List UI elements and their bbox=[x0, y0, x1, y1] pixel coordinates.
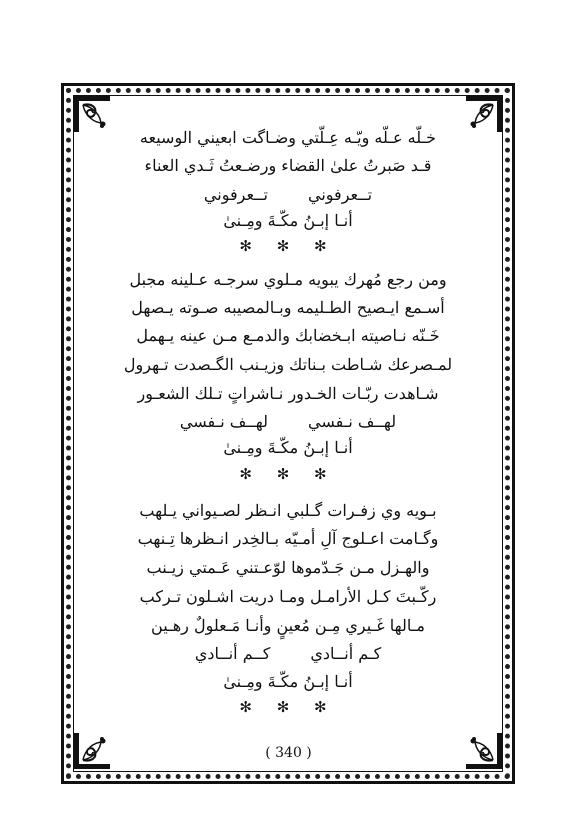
refrain-text: تــعرفوني bbox=[308, 185, 373, 204]
verse-line: وگـامت اعـلوج آلِ أمـيّه بـالخِدر انـظرها تِـنهب bbox=[137, 529, 439, 548]
verse-line: بـويه وي زفـرات گـلبي انـظر لصـيواني يـلهب bbox=[139, 501, 437, 520]
verse-line: ركّـبتَ كـل الأرامـل ومـا دريت اشـلون تـركب bbox=[139, 587, 437, 606]
closing-line: أنـا إبـنُ مكّـةَ ومِـنىٰ bbox=[223, 672, 353, 691]
refrain-pair bbox=[110, 643, 466, 665]
refrain-text: لهــف نـفسي bbox=[308, 412, 397, 431]
verse-line: ومن رجع مُهرك يبويه مـلوي سرجـه عـلينه مجبل bbox=[129, 270, 447, 289]
refrain-text: تــعرفوني bbox=[203, 185, 268, 204]
refrain-text: كـم أنــادي bbox=[310, 644, 382, 663]
closing-line: أنـا إبـنُ مكّـةَ ومِـنىٰ bbox=[223, 211, 353, 230]
verse-line: مـالها غَـيري مِـن مُعينٍ وأنـا مَـعلولٌ رهـين bbox=[151, 616, 425, 635]
verse-line: شـاهدت ربّـات الخـدور نـاشراتٍ تـلك الشعـور bbox=[137, 384, 439, 403]
refrain-text: كــم أنــادي bbox=[194, 644, 271, 663]
stanza-separator-stars: ✻ ✻ ✻ bbox=[239, 698, 337, 716]
stanza-separator-stars: ✻ ✻ ✻ bbox=[239, 237, 337, 255]
corner-ornament-icon bbox=[71, 93, 113, 135]
refrain-text: لهــف نـفسي bbox=[179, 412, 268, 431]
page-number: ( 340 ) bbox=[265, 745, 312, 761]
verse-line: خَـنّه نـاصيته ابـخضابك والدمـع مـن عينه يـهمل bbox=[136, 326, 440, 345]
verse-line: قـد صَبرتُ علىٰ القضاء ورضـعتُ ثَـدي العناء bbox=[144, 156, 432, 175]
refrain-pair bbox=[110, 184, 466, 206]
verse-line: أسـمع ايـصيح الطـليمه وبـالمصيبه صـوته يـصهل bbox=[131, 298, 445, 317]
corner-ornament-icon bbox=[463, 93, 505, 135]
stanza-separator-stars: ✻ ✻ ✻ bbox=[239, 465, 337, 483]
verse-line: خـلّه عـلّه ويّـه عِـلّتي وضـاگت ابعيني الوسيعه bbox=[139, 128, 437, 147]
closing-line: أنـا إبـنُ مكّـةَ ومِـنىٰ bbox=[223, 438, 353, 457]
refrain-pair bbox=[110, 411, 466, 433]
verse-line: والهـزل مـن جَـدّموها لوّعـتني عَـمتي زيـنب bbox=[146, 558, 430, 577]
verse-line: لمـصرعك شـاطت بـناتك وزيـنب الگـصدت تـهرول bbox=[123, 355, 453, 374]
